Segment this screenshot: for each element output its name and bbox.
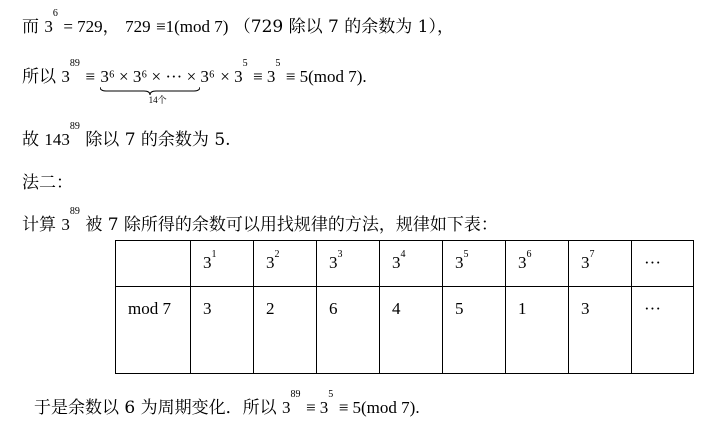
line-2: [22, 58, 367, 105]
line-3: [22, 121, 231, 150]
table-header-cell: $3^3$: [317, 241, 380, 287]
line5-exp: 89: [69, 206, 80, 217]
line2-exp2: 5: [275, 58, 281, 69]
table-cell: 3: [569, 287, 632, 374]
line2-base: 3: [61, 67, 70, 86]
table-header-cell: $3^1$: [191, 241, 254, 287]
table-cell: 1: [506, 287, 569, 374]
line-4-heading: 法二：: [22, 173, 73, 193]
line6-base: 3: [282, 398, 291, 417]
underbrace-group: [100, 67, 215, 105]
table-cell: 2: [254, 287, 317, 374]
table-cell: 5: [443, 287, 506, 374]
line3-exp: 89: [69, 121, 80, 132]
line5-base: 3: [61, 215, 70, 234]
line6-tail: ≡ 5(mod 7).: [338, 398, 420, 417]
line1-exp: 6: [52, 8, 58, 19]
line2-times-exp: 5: [242, 58, 248, 69]
line3-text: 除以 7 的余数为 5.: [85, 130, 231, 150]
table-header-cell: $3^7$: [569, 241, 632, 287]
line-5: [22, 206, 498, 235]
table-header-cell: $3^4$: [380, 241, 443, 287]
line6-cong: ≡ 3: [305, 398, 329, 417]
table-cell: 6: [317, 287, 380, 374]
remainder-table: [115, 240, 694, 374]
underbrace-content: 3⁶ × 3⁶ × ··· × 3⁶: [100, 67, 215, 86]
line-1: [22, 8, 454, 37]
table-header-row: [116, 241, 694, 287]
table-cell: 3: [191, 287, 254, 374]
table-header-cell: $3^6$: [506, 241, 569, 287]
line1-prefix: 而: [22, 17, 39, 37]
line3-prefix: 故: [22, 130, 39, 150]
line6-text: 于是余数以 6 为周期变化．所以: [34, 398, 277, 418]
line2-prefix: 所以: [22, 67, 56, 87]
line2-tail: ≡ 5(mod 7).: [285, 67, 367, 86]
line1-note: （729 除以 7 的余数为 1），: [233, 17, 454, 37]
line2-times: × 3: [220, 67, 243, 86]
line2-cong2: ≡ 3: [253, 67, 276, 86]
line6-exp2: 5: [328, 389, 334, 400]
line1-mod: (mod 7): [174, 17, 229, 36]
table-cell: mod 7: [116, 287, 191, 374]
line5-prefix: 计算: [22, 215, 56, 235]
line3-base: 143: [44, 130, 70, 149]
line2-cong1: ≡: [85, 67, 95, 86]
table-row: [116, 287, 694, 374]
line1-sep: ，: [102, 17, 120, 37]
line1-val: 729: [125, 17, 151, 36]
table-cell: 4: [380, 287, 443, 374]
line1-cong: ≡: [155, 17, 166, 36]
line2-exp: 89: [69, 58, 80, 69]
line5-text: 被 7 除所得的余数可以用找规律的方法，规律如下表：: [85, 215, 498, 235]
underbrace-label: 14个: [148, 95, 167, 105]
table-header-cell: ···: [632, 241, 694, 287]
line1-res: 1: [165, 17, 175, 36]
table-header-cell: $3^2$: [254, 241, 317, 287]
line-6: [34, 389, 420, 418]
table-cell: ···: [632, 287, 694, 374]
table-header-cell: [116, 241, 191, 287]
line1-base: 3: [44, 17, 53, 36]
table-header-cell: $3^5$: [443, 241, 506, 287]
line6-exp: 89: [290, 389, 301, 400]
line1-eqval: = 729: [63, 17, 103, 36]
